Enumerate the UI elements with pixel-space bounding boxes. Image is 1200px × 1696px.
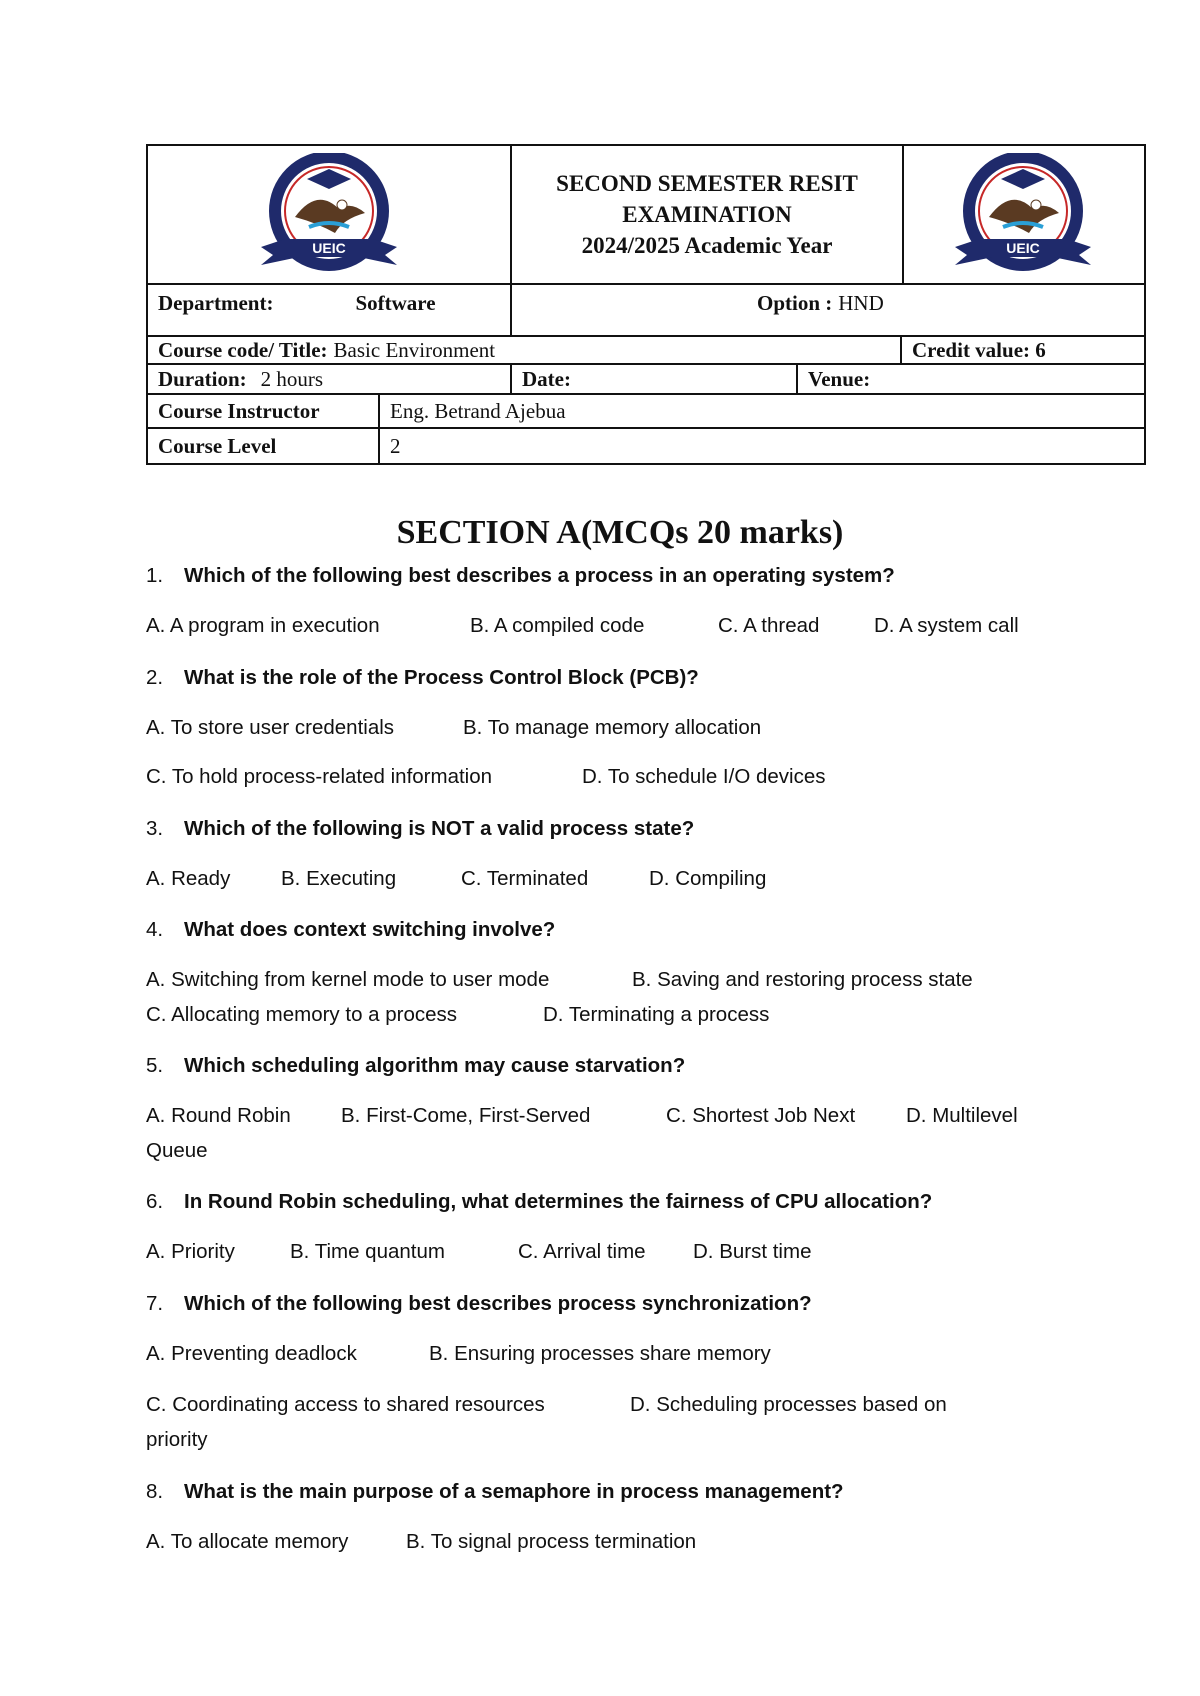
option-b: B. Time quantum: [290, 1240, 445, 1263]
question-4-options-line2: [146, 1003, 769, 1027]
option-a: A. Round Robin: [146, 1104, 291, 1127]
level-row: [146, 427, 1146, 465]
level-label-cell: [148, 429, 378, 463]
header-title-row: [146, 144, 1146, 285]
question-3-options: [146, 867, 766, 891]
course-cell: [148, 337, 900, 363]
question-4-options-line1: [146, 968, 973, 992]
exam-title-line3: 2024/2025 Academic Year: [581, 233, 833, 258]
question-2-options-line1: [146, 716, 761, 740]
option-a: A. To allocate memory: [146, 1530, 349, 1553]
option-d: D. To schedule I/O devices: [582, 765, 826, 788]
svg-text:UEIC: UEIC: [1006, 239, 1040, 256]
ueic-logo-icon: [933, 153, 1113, 277]
duration-label: Duration:: [158, 366, 247, 391]
question-7-options-line3: [146, 1428, 208, 1452]
option-d: D. Scheduling processes based on: [630, 1393, 947, 1416]
credit-cell: [900, 337, 1144, 363]
option-c: C. Shortest Job Next: [666, 1104, 856, 1127]
question-1: 1. Which of the following best describes a process in an operating system?: [146, 564, 895, 587]
option-b: B. Executing: [281, 867, 397, 890]
date-label: Date:: [522, 366, 571, 391]
course-row: [146, 335, 1146, 365]
duration-value: 2 hours: [260, 366, 324, 391]
option-b: B. A compiled code: [470, 614, 645, 637]
department-value: Software: [355, 291, 436, 315]
option-a: A. Ready: [146, 867, 231, 890]
course-label: Course code/ Title:: [158, 337, 328, 362]
section-title: SECTION A(MCQs 20 marks): [396, 514, 844, 551]
school-logo-left: [148, 146, 510, 283]
question-5-options-line1: [146, 1104, 1018, 1128]
option-a: A. Priority: [146, 1240, 235, 1263]
question-8-options: [146, 1530, 696, 1554]
question-2-options-line2: [146, 765, 825, 789]
option-c: C. Arrival time: [518, 1240, 646, 1263]
exam-title-line1: SECOND SEMESTER RESIT: [556, 171, 858, 196]
course-value: Basic Environment: [333, 337, 496, 362]
option-a: A. A program in execution: [146, 614, 380, 637]
option-d: D. Multilevel: [906, 1104, 1018, 1127]
option-d: D. Burst time: [693, 1240, 812, 1263]
exam-title: [510, 146, 904, 283]
option-d: D. A system call: [874, 614, 1019, 637]
question-1-options: [146, 614, 1019, 638]
option-cell: [510, 285, 1144, 335]
venue-cell: [796, 365, 1144, 393]
question-7: 7. Which of the following best describes process synchronization?: [146, 1292, 812, 1315]
question-7-options-line1: [146, 1342, 771, 1366]
option-c: C. To hold process-related information: [146, 765, 493, 788]
instructor-value-cell: [378, 395, 1144, 427]
ueic-logo-icon: [239, 153, 419, 277]
option-c: C. A thread: [718, 614, 820, 637]
question-7-options-line2: [146, 1393, 947, 1417]
option-d: D. Terminating a process: [543, 1003, 770, 1026]
option-b: B. To signal process termination: [406, 1530, 697, 1553]
department-cell: [148, 285, 510, 335]
option-a: A. Preventing deadlock: [146, 1342, 357, 1365]
instructor-label-cell: [148, 395, 378, 427]
question-5-options-line2: [146, 1139, 208, 1163]
option-b: B. Saving and restoring process state: [632, 968, 973, 991]
level-value: 2: [390, 433, 401, 458]
instructor-label: Course Instructor: [158, 398, 320, 423]
question-8: 8. What is the main purpose of a semaphore in process management?: [146, 1480, 844, 1503]
question-5: 5. Which scheduling algorithm may cause starvation?: [146, 1054, 686, 1077]
department-row: [146, 283, 1146, 337]
option-a: A. Switching from kernel mode to user mode: [146, 968, 550, 991]
exam-title-line2: EXAMINATION: [622, 202, 792, 227]
option-label: Option :: [757, 291, 833, 315]
option-b: B. Ensuring processes share memory: [429, 1342, 771, 1365]
level-value-cell: [378, 429, 1144, 463]
duration-row: [146, 363, 1146, 395]
question-2: 2. What is the role of the Process Control Block (PCB)?: [146, 666, 699, 689]
option-d: D. Compiling: [649, 867, 767, 890]
option-a: A. To store user credentials: [146, 716, 395, 739]
option-c: C. Allocating memory to a process: [146, 1003, 458, 1026]
svg-text:UEIC: UEIC: [312, 239, 346, 256]
instructor-row: [146, 393, 1146, 429]
option-b: B. To manage memory allocation: [463, 716, 762, 739]
option-c: C. Coordinating access to shared resources: [146, 1393, 545, 1416]
question-6-options: [146, 1240, 811, 1264]
school-logo-right: [902, 146, 1144, 283]
option-value: HND: [838, 291, 884, 315]
duration-cell: [148, 365, 510, 393]
date-cell: [510, 365, 796, 393]
venue-label: Venue:: [808, 366, 871, 391]
question-4: 4. What does context switching involve?: [146, 918, 556, 941]
question-6: 6. In Round Robin scheduling, what determines the fairness of CPU allocation?: [146, 1190, 933, 1213]
credit-label: Credit value: 6: [912, 337, 1046, 362]
option-d-continued: priority: [146, 1428, 208, 1451]
option-d-continued: Queue: [146, 1139, 208, 1162]
question-3: 3. Which of the following is NOT a valid process state?: [146, 817, 695, 840]
option-c: C. Terminated: [461, 867, 589, 890]
option-b: B. First-Come, First-Served: [341, 1104, 591, 1127]
instructor-value: Eng. Betrand Ajebua: [390, 398, 566, 423]
level-label: Course Level: [158, 433, 277, 458]
department-label: Department:: [158, 291, 274, 315]
